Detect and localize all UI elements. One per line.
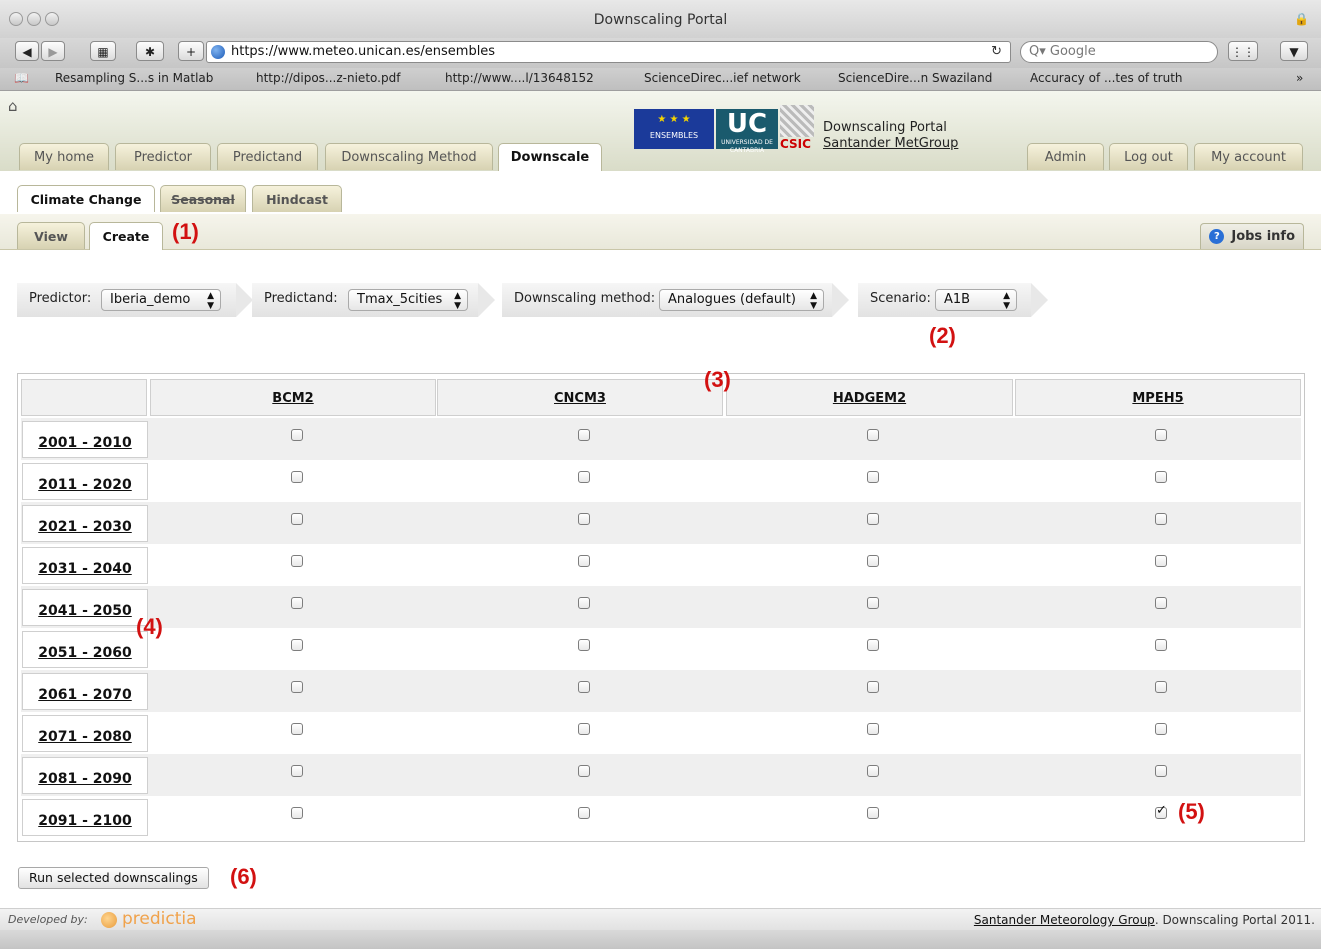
downscaling-checkbox[interactable] (1155, 471, 1167, 483)
downscaling-checkbox[interactable] (291, 597, 303, 609)
predictor-selector (17, 283, 253, 317)
downscaling-grid (17, 373, 1305, 842)
downscaling-checkbox[interactable] (291, 471, 303, 483)
downscaling-checkbox[interactable] (291, 807, 303, 819)
annotation-marker-4: (4) (136, 614, 163, 639)
footer-credit: Santander Meteorology Group. Downscaling Portal 2011. (973, 913, 1315, 927)
downscaling-checkbox[interactable] (867, 429, 879, 441)
csic-logo: CSIC (780, 105, 816, 151)
overflow-chevron-icon[interactable]: » (1296, 71, 1304, 85)
plus-icon: + (185, 45, 197, 59)
back-button[interactable] (15, 41, 39, 61)
table-row (21, 670, 1301, 712)
santander-group-link[interactable]: Santander Meteorology Group (973, 913, 1155, 927)
table-row (21, 460, 1301, 502)
ensembles-logo: ★ ★ ★ ENSEMBLES (634, 109, 714, 149)
grid-icon: ▦ (97, 45, 109, 59)
period-link[interactable]: 2031 - 2040 (22, 547, 148, 584)
annotation-marker-6: (6) (230, 864, 257, 889)
tab-predictand[interactable]: Predictand (217, 143, 318, 170)
browser-toolbar (0, 38, 1321, 68)
downscaling-checkbox[interactable] (578, 429, 590, 441)
page-footer (0, 908, 1321, 931)
downscaling-checkbox[interactable] (291, 513, 303, 525)
model-header-cncm3[interactable]: CNCM3 (437, 379, 723, 416)
tab-hindcast[interactable]: Hindcast (252, 185, 342, 212)
address-bar[interactable] (206, 41, 1011, 63)
downscaling-checkbox[interactable] (867, 681, 879, 693)
tab-climate-change[interactable]: Climate Change (17, 185, 155, 212)
downscaling-checkbox[interactable] (1155, 807, 1167, 819)
period-link[interactable]: 2081 - 2090 (22, 757, 148, 794)
table-row (21, 418, 1301, 460)
table-row (21, 586, 1301, 628)
corner-cell (21, 379, 147, 416)
downscaling-checkbox[interactable] (867, 807, 879, 819)
jobs-info-button[interactable]: ? Jobs info (1200, 223, 1304, 249)
forward-arrow-icon: ▶ (48, 45, 58, 59)
downscaling-checkbox[interactable] (578, 555, 590, 567)
downscaling-checkbox[interactable] (291, 681, 303, 693)
method-selector (502, 283, 849, 317)
tab-seasonal[interactable]: Seasonal (160, 185, 246, 212)
scenario-label: Scenario: (870, 291, 931, 306)
tab-create[interactable]: Create (89, 222, 163, 250)
predictor-select[interactable]: Iberia_demo ▲ ▼ (101, 289, 221, 311)
annotation-marker-5: (5) (1178, 799, 1205, 824)
downscaling-checkbox[interactable] (291, 765, 303, 777)
tab-log-out[interactable]: Log out (1109, 143, 1188, 170)
downscaling-checkbox[interactable] (291, 723, 303, 735)
back-arrow-icon: ◀ (22, 45, 32, 59)
tab-view[interactable]: View (17, 222, 85, 249)
uc-logo: UC UNIVERSIDAD DE CANTABRIA (716, 109, 778, 149)
select-arrows-icon: ▲ ▼ (454, 291, 461, 311)
annotation-marker-1: (1) (172, 219, 199, 244)
select-arrows-icon: ▲ ▼ (207, 291, 214, 311)
period-link[interactable]: 2051 - 2060 (22, 631, 148, 668)
downscaling-checkbox[interactable] (867, 765, 879, 777)
downscaling-checkbox[interactable] (867, 597, 879, 609)
developed-by-label: Developed by: (8, 913, 88, 926)
annotation-marker-2: (2) (929, 323, 956, 348)
downscaling-checkbox[interactable] (867, 723, 879, 735)
downscaling-checkbox[interactable] (578, 597, 590, 609)
address-url: https://www.meteo.unican.es/ensembles (231, 44, 496, 59)
predictia-brand[interactable]: predictia (122, 909, 197, 929)
downscale-subtabs (0, 171, 1321, 215)
downscaling-checkbox[interactable] (578, 723, 590, 735)
tab-my-home[interactable]: My home (19, 143, 109, 170)
tab-admin[interactable]: Admin (1027, 143, 1104, 170)
predictia-logo-icon (101, 912, 117, 928)
predictand-select[interactable]: Tmax_5cities ▲ ▼ (348, 289, 468, 311)
downscaling-checkbox[interactable] (1155, 723, 1167, 735)
downscaling-checkbox[interactable] (867, 513, 879, 525)
method-select[interactable]: Analogues (default) ▲ ▼ (659, 289, 824, 311)
help-icon: ? (1209, 229, 1224, 244)
downscaling-checkbox[interactable] (578, 807, 590, 819)
table-row (21, 628, 1301, 670)
downscaling-checkbox[interactable] (1155, 681, 1167, 693)
scenario-select[interactable]: A1B ▲ ▼ (935, 289, 1017, 311)
downscaling-checkbox[interactable] (578, 513, 590, 525)
santander-metgroup-link[interactable]: Santander MetGroup (823, 136, 959, 151)
reload-icon[interactable]: ↻ (991, 44, 1002, 59)
predictand-label: Predictand: (264, 291, 338, 306)
portal-name: Downscaling Portal (823, 120, 947, 135)
downscaling-checkbox[interactable] (291, 555, 303, 567)
forward-button[interactable] (41, 41, 65, 61)
downscaling-checkbox[interactable] (1155, 765, 1167, 777)
top-sites-button[interactable] (90, 41, 116, 61)
period-link[interactable]: 2021 - 2030 (22, 505, 148, 542)
search-field[interactable] (1020, 41, 1218, 63)
period-link[interactable]: 2071 - 2080 (22, 715, 148, 752)
period-link[interactable]: 2061 - 2070 (22, 673, 148, 710)
downloads-button[interactable] (1280, 41, 1308, 61)
bookmark-item[interactable]: http://www....l/13648152 (445, 71, 594, 85)
tabs-overview-button[interactable] (1228, 41, 1258, 61)
downscaling-checkbox[interactable] (1155, 513, 1167, 525)
book-icon[interactable]: 📖 (14, 71, 29, 85)
downscaling-checkbox[interactable] (1155, 639, 1167, 651)
search-icon: Q▾ (1029, 44, 1046, 59)
bookmark-item[interactable]: ScienceDirec...ief network (644, 71, 801, 85)
bug-icon: ✱ (144, 45, 156, 59)
predictor-label: Predictor: (29, 291, 92, 306)
annotation-marker-3: (3) (704, 367, 731, 392)
downscaling-checkbox[interactable] (578, 471, 590, 483)
period-link[interactable]: 2091 - 2100 (22, 799, 148, 836)
scenario-selector (858, 283, 1048, 317)
downscaling-checkbox[interactable] (1155, 597, 1167, 609)
downscaling-checkbox[interactable] (578, 765, 590, 777)
run-selected-downscalings-button[interactable]: Run selected downscalings (18, 867, 209, 889)
downscaling-checkbox[interactable] (578, 681, 590, 693)
downscaling-checkbox[interactable] (1155, 555, 1167, 567)
add-bookmark-button[interactable] (178, 41, 204, 61)
downscaling-checkbox[interactable] (291, 429, 303, 441)
tab-downscale[interactable]: Downscale (498, 143, 602, 172)
select-arrows-icon: ▲ ▼ (1003, 291, 1010, 311)
table-row (21, 502, 1301, 544)
window-title: Downscaling Portal (593, 12, 728, 28)
debug-button[interactable] (136, 41, 164, 61)
bookmark-item[interactable]: Resampling S...s in Matlab (55, 71, 214, 85)
download-icon: ▼ (1289, 45, 1299, 59)
portal-header (0, 91, 1321, 171)
search-placeholder: Q▾ Google (1029, 44, 1096, 59)
bookmark-item[interactable]: Accuracy of ...tes of truth (1030, 71, 1183, 85)
table-row (21, 712, 1301, 754)
bookmark-item[interactable]: http://dipos...z-nieto.pdf (256, 71, 401, 85)
window-titlebar (0, 0, 1321, 41)
table-row (21, 754, 1301, 796)
globe-icon (211, 45, 225, 59)
model-header-mpeh5[interactable]: MPEH5 (1015, 379, 1301, 416)
model-header-hadgem2[interactable]: HADGEM2 (726, 379, 1013, 416)
bookmark-item[interactable]: ScienceDire...n Swaziland (838, 71, 993, 85)
downscaling-checkbox[interactable] (867, 471, 879, 483)
period-link[interactable]: 2011 - 2020 (22, 463, 148, 500)
table-row (21, 544, 1301, 586)
model-header-bcm2[interactable]: BCM2 (150, 379, 436, 416)
tab-my-account[interactable]: My account (1194, 143, 1303, 170)
dots-grid-icon: ⋮⋮ (1231, 45, 1255, 59)
bookmarks-bar (0, 68, 1321, 91)
lock-icon: 🔒 (1294, 12, 1309, 26)
period-link[interactable]: 2001 - 2010 (22, 421, 148, 458)
downscaling-checkbox[interactable] (1155, 429, 1167, 441)
downscaling-checkbox[interactable] (291, 639, 303, 651)
downscaling-checkbox[interactable] (578, 639, 590, 651)
home-icon[interactable]: ⌂ (8, 97, 18, 115)
browser-statusbar (0, 930, 1321, 949)
downscaling-checkbox[interactable] (867, 639, 879, 651)
table-row (21, 796, 1301, 838)
select-arrows-icon: ▲ ▼ (810, 291, 817, 311)
period-link[interactable]: 2041 - 2050 (22, 589, 148, 626)
downscaling-checkbox[interactable] (867, 555, 879, 567)
predictand-selector (252, 283, 495, 317)
tab-predictor[interactable]: Predictor (115, 143, 211, 170)
method-label: Downscaling method: (514, 291, 656, 306)
tab-downscaling-method[interactable]: Downscaling Method (325, 143, 493, 170)
